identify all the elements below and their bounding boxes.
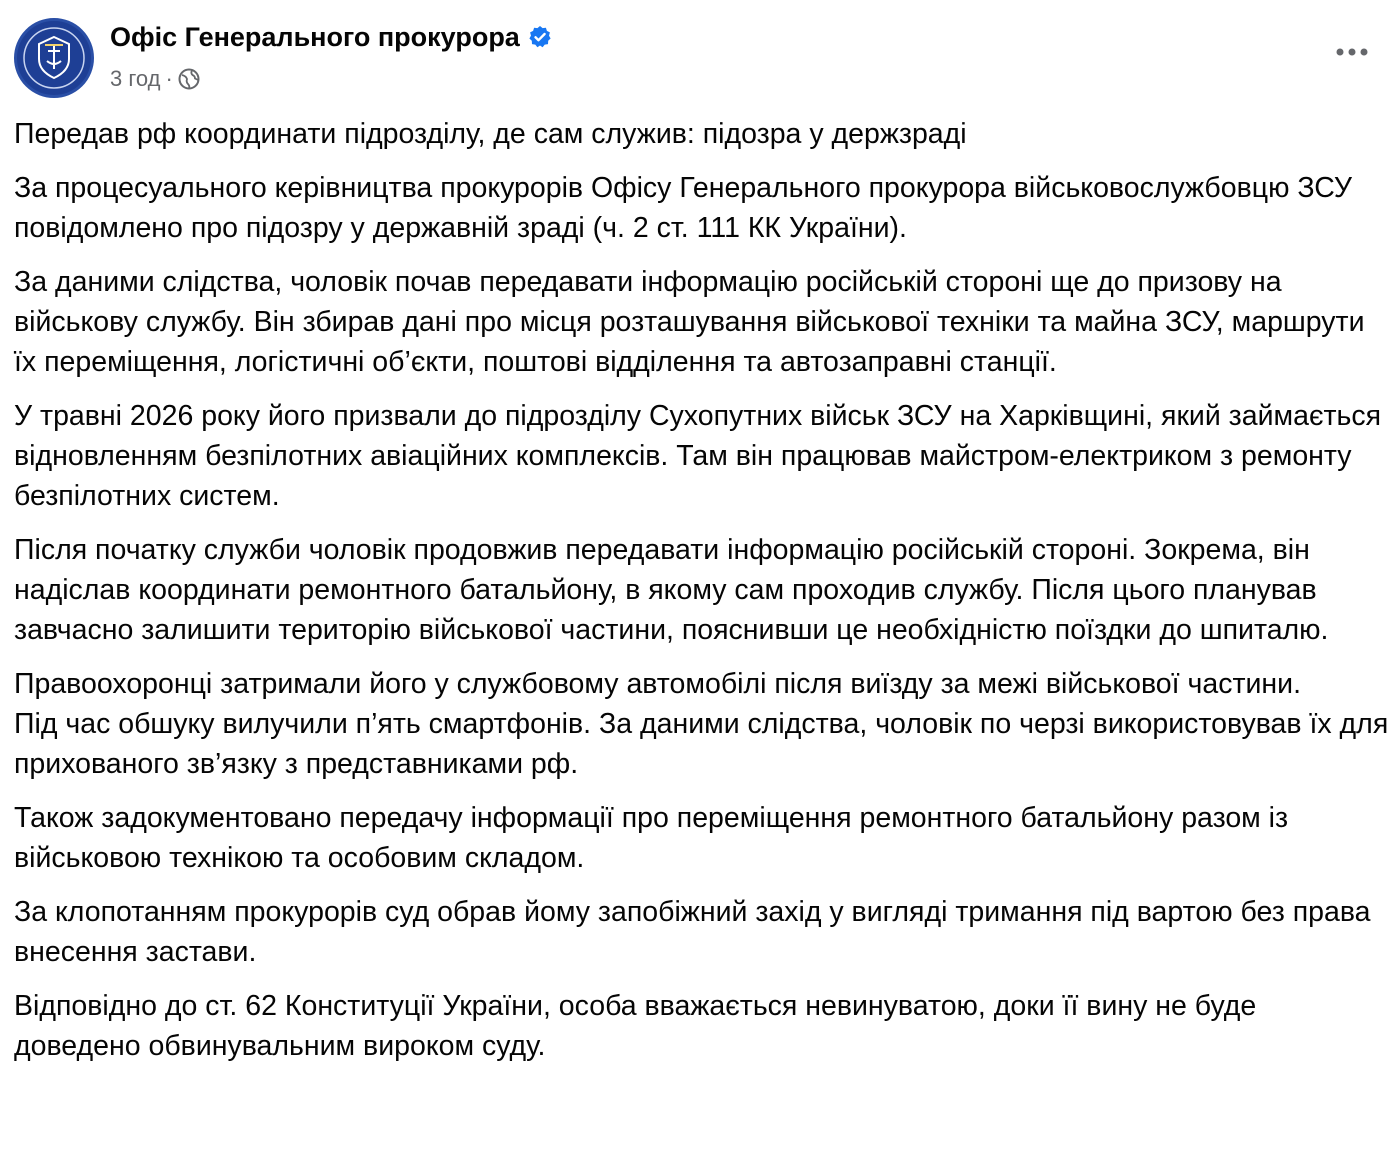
meta-separator: · [165, 66, 173, 91]
post-paragraph: У травні 2026 року його призвали до підрозділу Сухопутних військ ЗСУ на Харківщині, який займається відновленням безпілотних авіаційних комплексів. Там він працював майстром-електриком з ремонту безпілотних систем. [14, 400, 1382, 512]
verified-badge-icon [528, 25, 552, 49]
post-paragraph: Після початку служби чоловік продовжив передавати інформацію російській стороні. Зокрема, він надіслав координати ремонтного батальйону, в якому сам проходив службу. Після цього планував завчасно залишити територію військової частини, пояснивши це необхідністю поїздки до шпиталю. [14, 534, 1329, 646]
page-name[interactable]: Офіс Генерального прокурора [110, 22, 520, 52]
globe-icon[interactable] [178, 68, 200, 90]
post-headline: Передав рф координати підрозділу, де сам служив: підозра у держзраді [14, 118, 967, 150]
post-timestamp[interactable]: 3 год [110, 66, 161, 91]
post-paragraph: За даними слідства, чоловік почав передавати інформацію російській стороні ще до призову на військову службу. Він збирав дані про місця розташування військової техніки та майна ЗСУ, маршрути їх переміщення, логістичні об’єкти, поштові відділення та автозаправні станції. [14, 266, 1365, 378]
page-avatar[interactable] [14, 18, 94, 98]
post-body [14, 114, 1389, 1080]
post-paragraph: За клопотанням прокурорів суд обрав йому запобіжний захід у вигляді тримання під вартою без права внесення застави. [14, 896, 1371, 968]
post-meta [110, 66, 200, 92]
more-options-icon [1330, 40, 1374, 64]
post-paragraph: Під час обшуку вилучили п’ять смартфонів. За даними слідства, чоловік по черзі використовував їх для прихованого зв’язку з представниками рф. [14, 708, 1389, 780]
emblem-icon [17, 21, 91, 95]
post-paragraph: Також задокументовано передачу інформації про переміщення ремонтного батальйону разом із військовою технікою та особовим складом. [14, 802, 1289, 874]
post-paragraph: За процесуального керівництва прокурорів Офісу Генерального прокурора військовослужбовцю ЗСУ повідомлено про підозру у державній зраді (ч. 2 ст. 111 КК України). [14, 172, 1352, 244]
post-paragraph: Правоохоронці затримали його у службовому автомобілі після виїзду за межі військової частини. [14, 668, 1301, 700]
post-header [14, 14, 1386, 98]
page-name-link[interactable] [110, 22, 552, 53]
post-paragraph: Відповідно до ст. 62 Конституції України, особа вважається невинуватою, доки її вину не буде доведено обвинувальним вироком суду. [14, 990, 1257, 1062]
more-options-button[interactable] [1330, 40, 1374, 64]
